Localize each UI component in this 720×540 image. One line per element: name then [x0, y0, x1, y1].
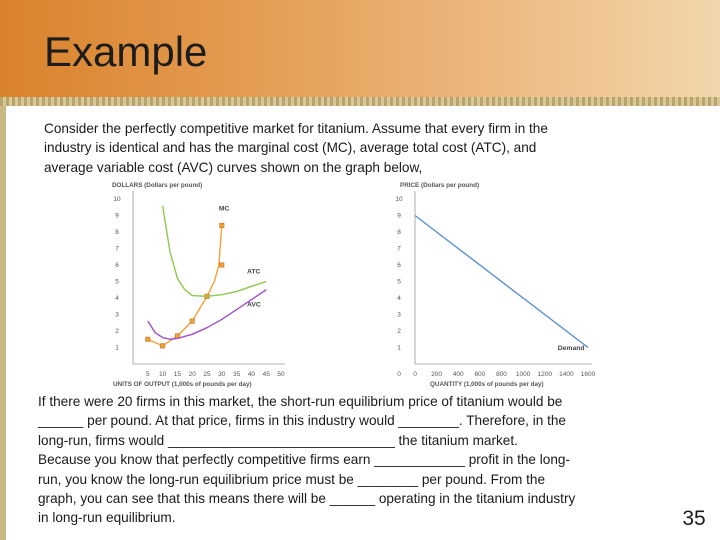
mc-point: [175, 334, 179, 338]
x-tick-label: 0: [413, 371, 417, 378]
x-tick-label: 30: [218, 371, 226, 378]
x-tick-label: 5: [145, 371, 150, 378]
series-mc-label: MC: [218, 205, 230, 213]
x-tick-label: 45: [262, 371, 270, 378]
mc-point: [146, 337, 150, 341]
series-demand-label: Demand: [557, 344, 585, 352]
x-axis-title: UNITS OF OUTPUT (1,000s of pounds per day): [113, 381, 252, 388]
mc-point: [190, 319, 194, 323]
slide-title: Example: [44, 28, 208, 75]
y-tick-label: 0: [397, 371, 401, 378]
question-line: long-run, firms would ______________________________ the titanium market.: [38, 432, 518, 448]
intro-line: industry is identical and has the marginal cost (MC), average total cost (ATC), and: [44, 140, 537, 156]
x-axis-title: QUANTITY (1,000s of pounds per day): [430, 381, 544, 388]
x-tick-label: 400: [452, 371, 464, 378]
y-tick-label: 10: [395, 196, 403, 204]
x-tick-label: 1400: [559, 371, 574, 378]
x-tick-label: 10: [158, 371, 167, 378]
y-tick-label: 10: [113, 196, 121, 204]
question-paragraph: [38, 392, 678, 528]
x-tick-label: 800: [496, 371, 507, 378]
series-atc-line: [163, 206, 267, 297]
intro-line: Consider the perfectly competitive market for titanium. Assume that every firm in the: [44, 121, 548, 136]
y-tick-label: 5: [115, 278, 119, 286]
series-demand-line: [415, 216, 588, 348]
x-tick-label: 25: [203, 371, 211, 378]
x-tick-label: 35: [232, 371, 241, 378]
y-axis-title: PRICE (Dollars per pound): [400, 182, 480, 189]
question-line: If there were 20 firms in this market, the short-run equilibrium price of titanium would be: [38, 394, 563, 409]
series-mc-line: [148, 225, 222, 345]
y-axis-title: DOLLARS (Dollars per pound): [112, 182, 203, 189]
mc-point: [220, 223, 224, 227]
y-tick-label: 7: [115, 245, 119, 253]
series-avc-line: [148, 290, 266, 340]
y-tick-label: 1: [397, 344, 401, 352]
series-atc-label: ATC: [246, 268, 261, 276]
intro-line: average variable cost (AVC) curves shown on the graph below,: [44, 159, 423, 175]
x-tick-label: 20: [188, 371, 196, 378]
title-divider: [0, 97, 720, 106]
x-tick-label: 1000: [515, 371, 531, 378]
x-tick-label: 600: [474, 371, 486, 378]
left-accent-bar: [0, 106, 6, 540]
x-tick-label: 40: [247, 371, 256, 378]
y-tick-label: 9: [115, 212, 119, 220]
y-tick-label: 5: [397, 278, 401, 286]
y-tick-label: 3: [397, 311, 401, 319]
x-tick-label: 1600: [580, 371, 596, 378]
question-line: ______ per pound. At that price, firms in this industry would ________. Therefore, in the: [38, 413, 566, 429]
x-tick-label: 200: [431, 371, 443, 378]
y-tick-label: 2: [397, 328, 401, 336]
x-tick-label: 1200: [537, 371, 552, 378]
y-tick-label: 6: [397, 262, 401, 270]
question-line: graph, you can see that this means there will be ______ operating in the titanium industry: [38, 491, 576, 507]
y-tick-label: 1: [115, 344, 119, 352]
intro-paragraph: [44, 119, 654, 177]
y-tick-label: 8: [115, 229, 119, 237]
slide-number: 35: [676, 504, 712, 534]
mc-point: [220, 263, 224, 267]
mc-point: [205, 294, 209, 298]
series-avc-label: AVC: [246, 301, 261, 309]
y-tick-label: 4: [115, 295, 119, 303]
y-tick-label: 3: [115, 311, 119, 319]
y-tick-label: 7: [397, 245, 401, 253]
x-tick-label: 15: [173, 371, 182, 378]
x-tick-label: 50: [277, 371, 285, 378]
y-tick-label: 9: [397, 212, 401, 220]
question-line: in long-run equilibrium.: [38, 510, 176, 526]
y-tick-label: 4: [397, 295, 401, 303]
y-tick-label: 2: [115, 328, 119, 336]
question-line: Because you know that perfectly competitive firms earn ____________ profit in the long-: [38, 452, 570, 468]
y-tick-label: 8: [397, 229, 401, 237]
mc-point: [160, 344, 164, 348]
y-tick-label: 6: [115, 262, 119, 270]
question-line: run, you know the long-run equilibrium price must be ________ per pound. From the: [38, 471, 546, 487]
